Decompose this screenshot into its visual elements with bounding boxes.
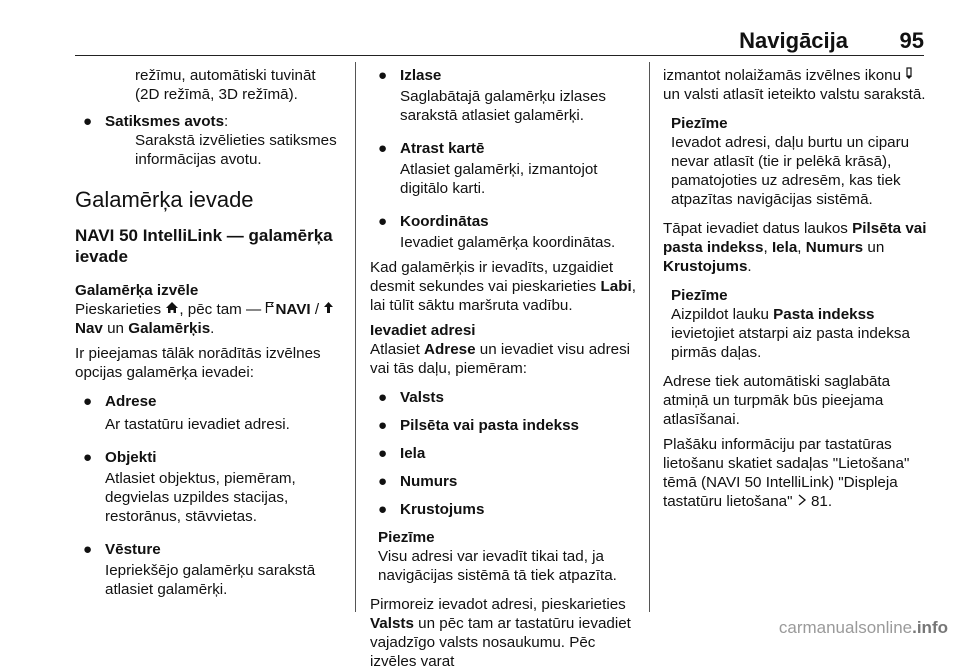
list-item: ● Numurs — [378, 473, 458, 490]
bullet-icon: ● — [378, 445, 388, 462]
paragraph: Pirmoreiz ievadot adresi, pieskarieties Valsts un pēc tam ar tastatūru ievadiet vajadzīgo valsts nosaukumu. Pēc izvēles varat — [370, 596, 631, 670]
list-item — [75, 540, 343, 599]
item-description: Saglabātajā galamērķu izlases sarakstā atlasiet galamērķi. — [400, 88, 606, 124]
paragraph: Ir pieejamas tālāk norādītās izvēlnes opcijas galamērķa ievadei: — [75, 345, 321, 381]
paragraph: Tāpat ievadiet datus laukos Pilsēta vai pasta indekss, Iela, Numurs un Krustojums. — [663, 220, 927, 275]
list-item: ● Krustojums — [378, 501, 485, 518]
list-item — [75, 448, 343, 526]
paragraph: Atlasiet Adrese un ievadiet visu adresi vai tās daļu, piemēram: — [370, 341, 631, 377]
item-label: Atrast kartē — [400, 140, 485, 157]
note-text: Visu adresi var ievadīt tikai tad, ja navigācijas sistēmā tā tiek atpazīta. — [378, 548, 617, 584]
bullet-icon: ● — [83, 449, 93, 466]
note-box — [663, 114, 931, 209]
section-title: Galamērķa ievade — [75, 187, 254, 212]
item-description: Iepriekšējo galamērķu sarakstā atlasiet galamērķi. — [105, 562, 316, 598]
watermark: carmanualsonline.info — [778, 618, 948, 637]
list-item — [75, 392, 343, 434]
navigation-arrow-icon — [323, 300, 334, 319]
paragraph: (2D režīmā, 3D režīmā). — [135, 86, 298, 103]
item-description: Ievadiet galamērķa koordinātas. — [400, 234, 616, 251]
column-2 — [370, 66, 638, 671]
column-1 — [75, 66, 343, 613]
paragraph: Kad galamērķis ir ievadīts, uzgaidiet desmit sekundes vai pieskarieties Labi, lai tūlīt sāktu maršruta vadību. — [370, 259, 636, 314]
item-label: Adrese — [105, 393, 157, 410]
paragraph: Adrese tiek automātiski saglabāta atmiņā un turpmāk būs pieejama atlasīšanai. — [663, 373, 891, 428]
bullet-icon: ● — [83, 393, 93, 410]
page-reference-icon — [797, 492, 807, 511]
column-3 — [663, 66, 931, 511]
list-item — [370, 139, 638, 198]
sub-heading: Galamērķa izvēle — [75, 282, 199, 299]
page-number: 95 — [899, 28, 924, 53]
bullet-icon: ● — [378, 213, 388, 230]
instruction-paragraph: Pieskarieties , pēc tam — NAVI / Nav un Galamērķis. — [75, 300, 343, 338]
bullet-icon: ● — [83, 541, 93, 558]
paragraph: Plašāku informāciju par tastatūras lietošanu skatiet sadaļas "Lietošana" tēmā (NAVI 50 IntelliLink) "Displeja tastatūru lietošana" 81. — [663, 436, 910, 510]
header-rule — [75, 55, 924, 56]
list-item — [370, 212, 638, 252]
item-description: Atlasiet galamērķi, izmantojot digitālo karti. — [400, 161, 598, 197]
home-icon — [165, 300, 179, 319]
paragraph: izmantot nolaižamās izvēlnes ikonu un valsti atlasīt ieteikto valstu sarakstā. — [663, 67, 926, 103]
bullet-icon: ● — [378, 67, 388, 84]
item-label: Koordinātas — [400, 213, 489, 230]
note-box — [370, 528, 638, 585]
note-title: Piezīme — [378, 529, 435, 546]
note-title: Piezīme — [671, 115, 728, 132]
item-label: Vēsture — [105, 541, 161, 558]
item-description: Sarakstā izvēlieties satiksmes informācijas avotu. — [135, 132, 337, 168]
item-description: Atlasiet objektus, piemēram, degvielas uzpildes stacijas, restorānus, stāvvietas. — [105, 470, 296, 525]
list-item: ● Iela — [378, 445, 426, 462]
item-label: Izlase — [400, 67, 442, 84]
list-item — [370, 66, 638, 125]
item-label: Objekti — [105, 449, 157, 466]
sub-heading: Ievadiet adresi — [370, 322, 476, 339]
dropdown-list-icon — [905, 66, 913, 85]
bullet-icon: ● — [378, 473, 388, 490]
note-title: Piezīme — [671, 287, 728, 304]
note-text: Ievadot adresi, daļu burtu un ciparu nevar atlasīt (tie ir pelēkā krāsā), pamatojoties uz adresēm, kas tiek atpazītas navigācijas sistēmā. — [671, 134, 910, 208]
page-title: Navigācija — [739, 28, 848, 53]
subsection-title: NAVI 50 IntelliLink — galamērķa ievade — [75, 226, 333, 266]
bullet-icon: ● — [378, 417, 388, 434]
paragraph: režīmu, automātiski tuvināt — [135, 67, 316, 84]
note-text: Aizpildot lauku Pasta indekss ievietojiet atstarpi aiz pasta indeksa pirmās daļas. — [671, 306, 910, 361]
list-item: ● Pilsēta vai pasta indekss — [378, 417, 579, 434]
item-description: Ar tastatūru ievadiet adresi. — [105, 416, 290, 433]
note-box — [663, 286, 931, 362]
bullet-icon: ● — [378, 140, 388, 157]
column-divider — [649, 62, 650, 612]
list-item: ● Valsts — [378, 389, 444, 406]
list-item: ● Satiksmes avots: Sarakstā izvēlieties satiksmes informācijas avotu. — [75, 112, 343, 169]
flag-icon — [265, 300, 275, 319]
item-label: Satiksmes avots — [105, 113, 225, 130]
bullet-icon: ● — [378, 389, 388, 406]
column-divider — [355, 62, 356, 612]
bullet-icon: ● — [83, 113, 93, 130]
bullet-icon: ● — [378, 501, 388, 518]
